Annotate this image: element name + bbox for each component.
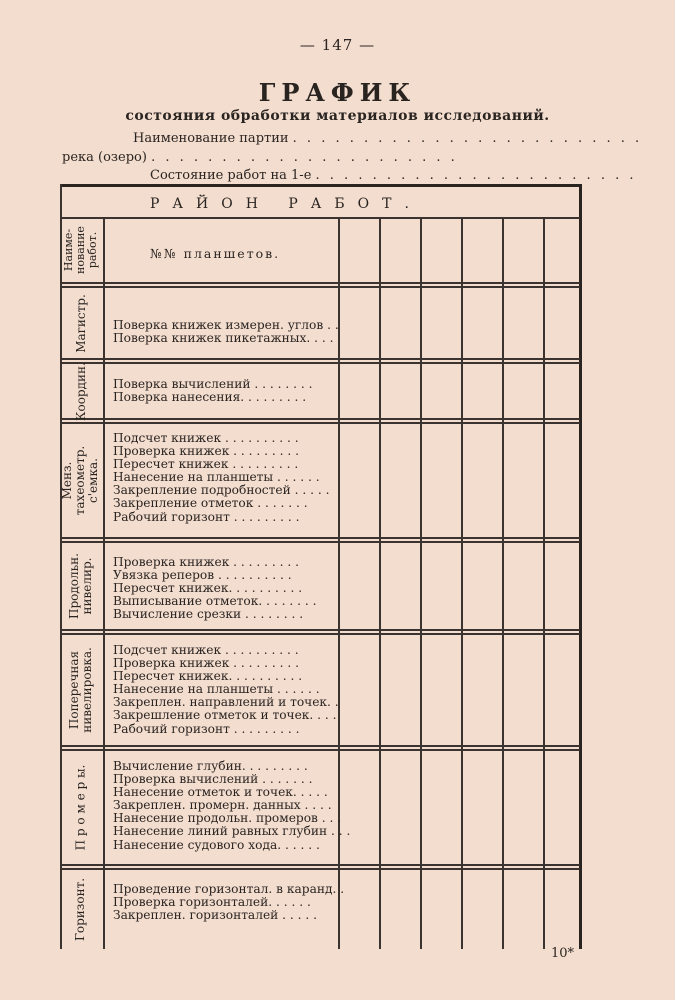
list-item: Нанесение на планшеты . . . . . .: [113, 470, 320, 485]
list-item: Проверка горизонталей. . . . . .: [113, 895, 311, 910]
section-label-text: Магистр.: [73, 293, 88, 353]
section-separator: [60, 633, 580, 635]
section-separator: [60, 629, 580, 631]
list-item: Поверка нанесения. . . . . . . . .: [113, 390, 307, 405]
section-items: [113, 432, 329, 524]
list-item: Рабочий горизонт . . . . . . . . .: [113, 509, 300, 524]
list-item: Поверка вычислений . . . . . . . .: [113, 377, 313, 391]
label-column-divider: [103, 217, 105, 949]
list-item: Поверка книжек измерен. углов . .: [113, 318, 339, 332]
column-divider: [502, 217, 504, 949]
list-item: Проверка книжек . . . . . . . . .: [113, 555, 300, 569]
list-item: Проведение горизонтал. в каранд. .: [113, 882, 345, 896]
section-items: [113, 644, 339, 736]
table-right-border: [579, 184, 582, 949]
column-divider: [420, 217, 422, 949]
list-item: Вычисление глубин. . . . . . . . .: [113, 759, 308, 773]
list-item: Проверка книжек . . . . . . . . .: [113, 656, 300, 671]
list-item: Нанесение отметок и точек. . . . .: [113, 785, 328, 800]
section-separator: [60, 362, 580, 364]
list-item: Вычисление срезки . . . . . . . .: [113, 607, 304, 622]
river-dots: . . . . . . . . . . . . . . . . . . . . . .: [151, 150, 458, 165]
section-separator: [60, 358, 580, 360]
section-items: [113, 556, 316, 621]
status-field: [150, 168, 637, 183]
section-label: [61, 361, 101, 421]
section-label-text: П р о м е р ы.: [73, 764, 88, 851]
list-item: Нанесение судового хода. . . . . .: [113, 837, 320, 852]
section-separator: [60, 868, 580, 870]
section-items: [113, 883, 344, 922]
list-item: Выписывание отметок. . . . . . . .: [113, 594, 317, 609]
list-item: Нанесение линий равных глубин . . .: [113, 824, 351, 839]
page-title: ГРАФИК: [258, 78, 417, 107]
list-item: Закреплен. промерн. данных . . . .: [113, 798, 332, 813]
river-field: [62, 150, 458, 165]
party-label: Наименование партии: [133, 131, 289, 146]
section-separator: [60, 537, 580, 539]
section-separator: [60, 282, 580, 284]
list-item: Закреплен. горизонталей . . . . .: [113, 908, 318, 923]
region-header: РАЙОН РАБОТ.: [150, 196, 422, 212]
section-separator: [60, 749, 580, 751]
list-item: Закрешление отметок и точек. . . .: [113, 708, 337, 723]
list-item: Нанесение продольн. промеров . . .: [113, 811, 342, 826]
list-item: Закрепление отметок . . . . . . .: [113, 496, 308, 511]
section-label: [61, 543, 101, 629]
page-number: — 147 —: [299, 36, 376, 54]
section-label-text: Продольн. нивелир.: [67, 553, 95, 619]
section-separator: [60, 418, 580, 420]
list-item: Подсчет книжек . . . . . . . . . .: [113, 643, 299, 657]
section-items: [113, 319, 339, 345]
list-item: Пересчет книжек. . . . . . . . . .: [113, 669, 303, 684]
section-label-text: Горизонт.: [73, 877, 88, 941]
list-item: Нанесение на планшеты . . . . . .: [113, 682, 320, 697]
column-divider: [543, 217, 545, 949]
column-divider: [379, 217, 381, 949]
list-item: Пересчет книжек . . . . . . . . .: [113, 457, 299, 472]
list-item: Пересчет книжек. . . . . . . . . .: [113, 581, 303, 596]
list-item: Поверка книжек пикетажных. . . .: [113, 331, 334, 346]
section-label: [61, 424, 101, 537]
list-item: Закреплен. направлений и точек. .: [113, 695, 339, 710]
section-label-text: Менз. тахеометр. с'емка.: [60, 445, 101, 516]
section-items: [113, 378, 312, 404]
list-item: Увязка реперов . . . . . . . . . .: [113, 568, 292, 583]
section-label: [61, 751, 101, 864]
status-label: Состояние работ на 1-е: [150, 168, 312, 183]
sheets-header: №№ планшетов.: [150, 246, 281, 261]
works-name-header-text: Наиме- нование работ.: [62, 226, 100, 274]
section-separator: [60, 745, 580, 747]
river-label: река (озеро): [62, 150, 147, 165]
party-field: [133, 131, 642, 146]
section-label-text: Поперечная нивелировка.: [67, 647, 95, 733]
section-items: [113, 760, 350, 852]
section-separator: [60, 422, 580, 424]
section-separator: [60, 864, 580, 866]
section-label: [61, 288, 101, 358]
works-name-header: [61, 218, 101, 282]
list-item: Подсчет книжек . . . . . . . . . .: [113, 431, 299, 445]
section-label: [61, 870, 101, 948]
signature-mark: 10*: [551, 946, 575, 961]
list-item: Закрепление подробностей . . . . .: [113, 483, 330, 498]
list-item: Рабочий горизонт . . . . . . . . .: [113, 721, 300, 736]
section-separator: [60, 541, 580, 543]
section-label-text: Координ.: [73, 361, 88, 421]
section-label: [61, 635, 101, 745]
table-top-border: [60, 184, 582, 187]
list-item: Проверка вычислений . . . . . . .: [113, 772, 313, 787]
list-item: Проверка книжек . . . . . . . . .: [113, 444, 300, 459]
status-dots: . . . . . . . . . . . . . . . . . . . . . . .: [315, 168, 637, 183]
column-divider: [461, 217, 463, 949]
party-dots: . . . . . . . . . . . . . . . . . . . . . . . . .: [292, 131, 643, 146]
section-separator: [60, 286, 580, 288]
page-subtitle: состояния обработки материалов исследований.: [125, 108, 550, 124]
